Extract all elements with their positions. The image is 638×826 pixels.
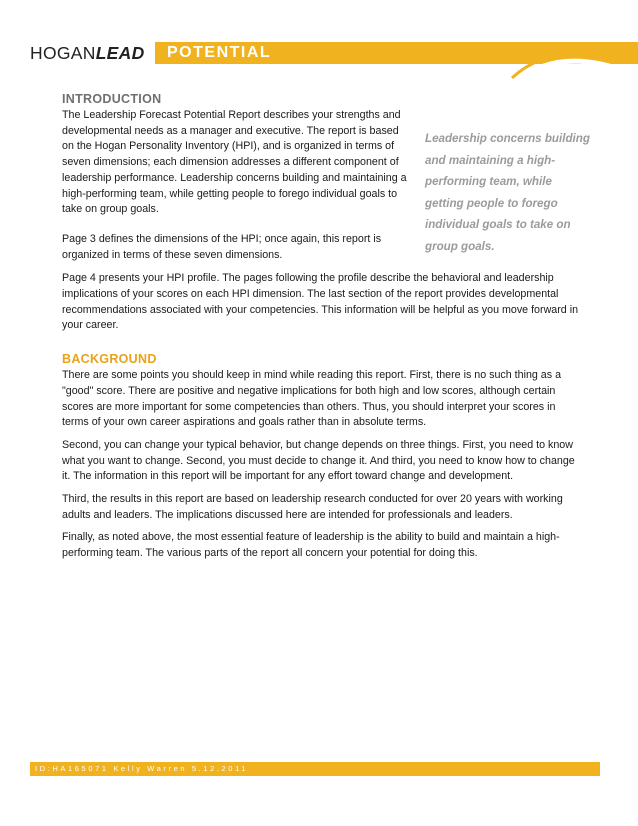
hogan-arc-logo-icon xyxy=(508,54,636,84)
background-paragraph-4: Finally, as noted above, the most essential feature of leadership is the ability to build and maintain a high-performing team. The various parts of the report all concern your potential for doing this. xyxy=(62,531,560,560)
report-header xyxy=(0,42,638,66)
introduction-section xyxy=(62,108,590,263)
pullquote: Leadership concerns building and maintaining a high-performing team, while getting people to forego individual goals to take on group goals. xyxy=(425,132,590,253)
brand-hogan: HOGAN xyxy=(30,43,96,63)
brand-potential: POTENTIAL xyxy=(167,44,272,61)
report-footer xyxy=(0,759,638,780)
background-paragraph-2: Second, you can change your typical behavior, but change depends on three things. First, you need to know what you want to change. Second, you must decide to change it. And third, you need to know how to change it. The information in this report will be important for any effort toward change and development. xyxy=(62,438,575,483)
introduction-paragraph-3: Page 4 presents your HPI profile. The pages following the profile describe the behavioral and leadership implications of your scores on each HPI dimension. The last section of the report provides developmental recommendations associated with your competencies. This information will be helpful as you move forward in your career. xyxy=(62,272,579,332)
introduction-paragraph-2: Page 3 defines the dimensions of the HPI; once again, this report is organized in terms of these seven dimensions. xyxy=(62,232,382,261)
page-number: 2 xyxy=(590,759,598,774)
background-paragraph-3: Third, the results in this report are based on leadership research conducted for over 20 years with working adults and leaders. The implications discussed here are intended for professionals and leaders. xyxy=(62,493,563,521)
brand-lead: LEAD xyxy=(95,43,145,63)
footer-id-text: ID:HA165071 Kelly Warren 5.12.2011 xyxy=(35,764,249,773)
background-heading: BACKGROUND xyxy=(62,352,157,367)
introduction-paragraph-1: The Leadership Forecast Potential Report describes your strengths and developmental needs as a manager and executive. The report is based on the Hogan Personality Inventory (HPI), and is organized in terms of seven dimensions; each dimension addresses a different component of leadership performance. Leadership concerns building and maintaining a high-performing team, while getting people to forego individual goals to take on group goals. xyxy=(62,109,407,216)
background-paragraph-1: There are some points you should keep in mind while reading this report. First, there is no such thing as a "good" score. There are positive and negative implications for both high and low scores, although certain scores are more important for some competencies than others. Thus, you should interpret your scores in terms of your own career aspirations and goals rather than in absolute terms. xyxy=(62,369,562,429)
introduction-heading: INTRODUCTION xyxy=(62,92,162,106)
brand-logo-text xyxy=(30,42,272,64)
main-content xyxy=(62,92,590,569)
